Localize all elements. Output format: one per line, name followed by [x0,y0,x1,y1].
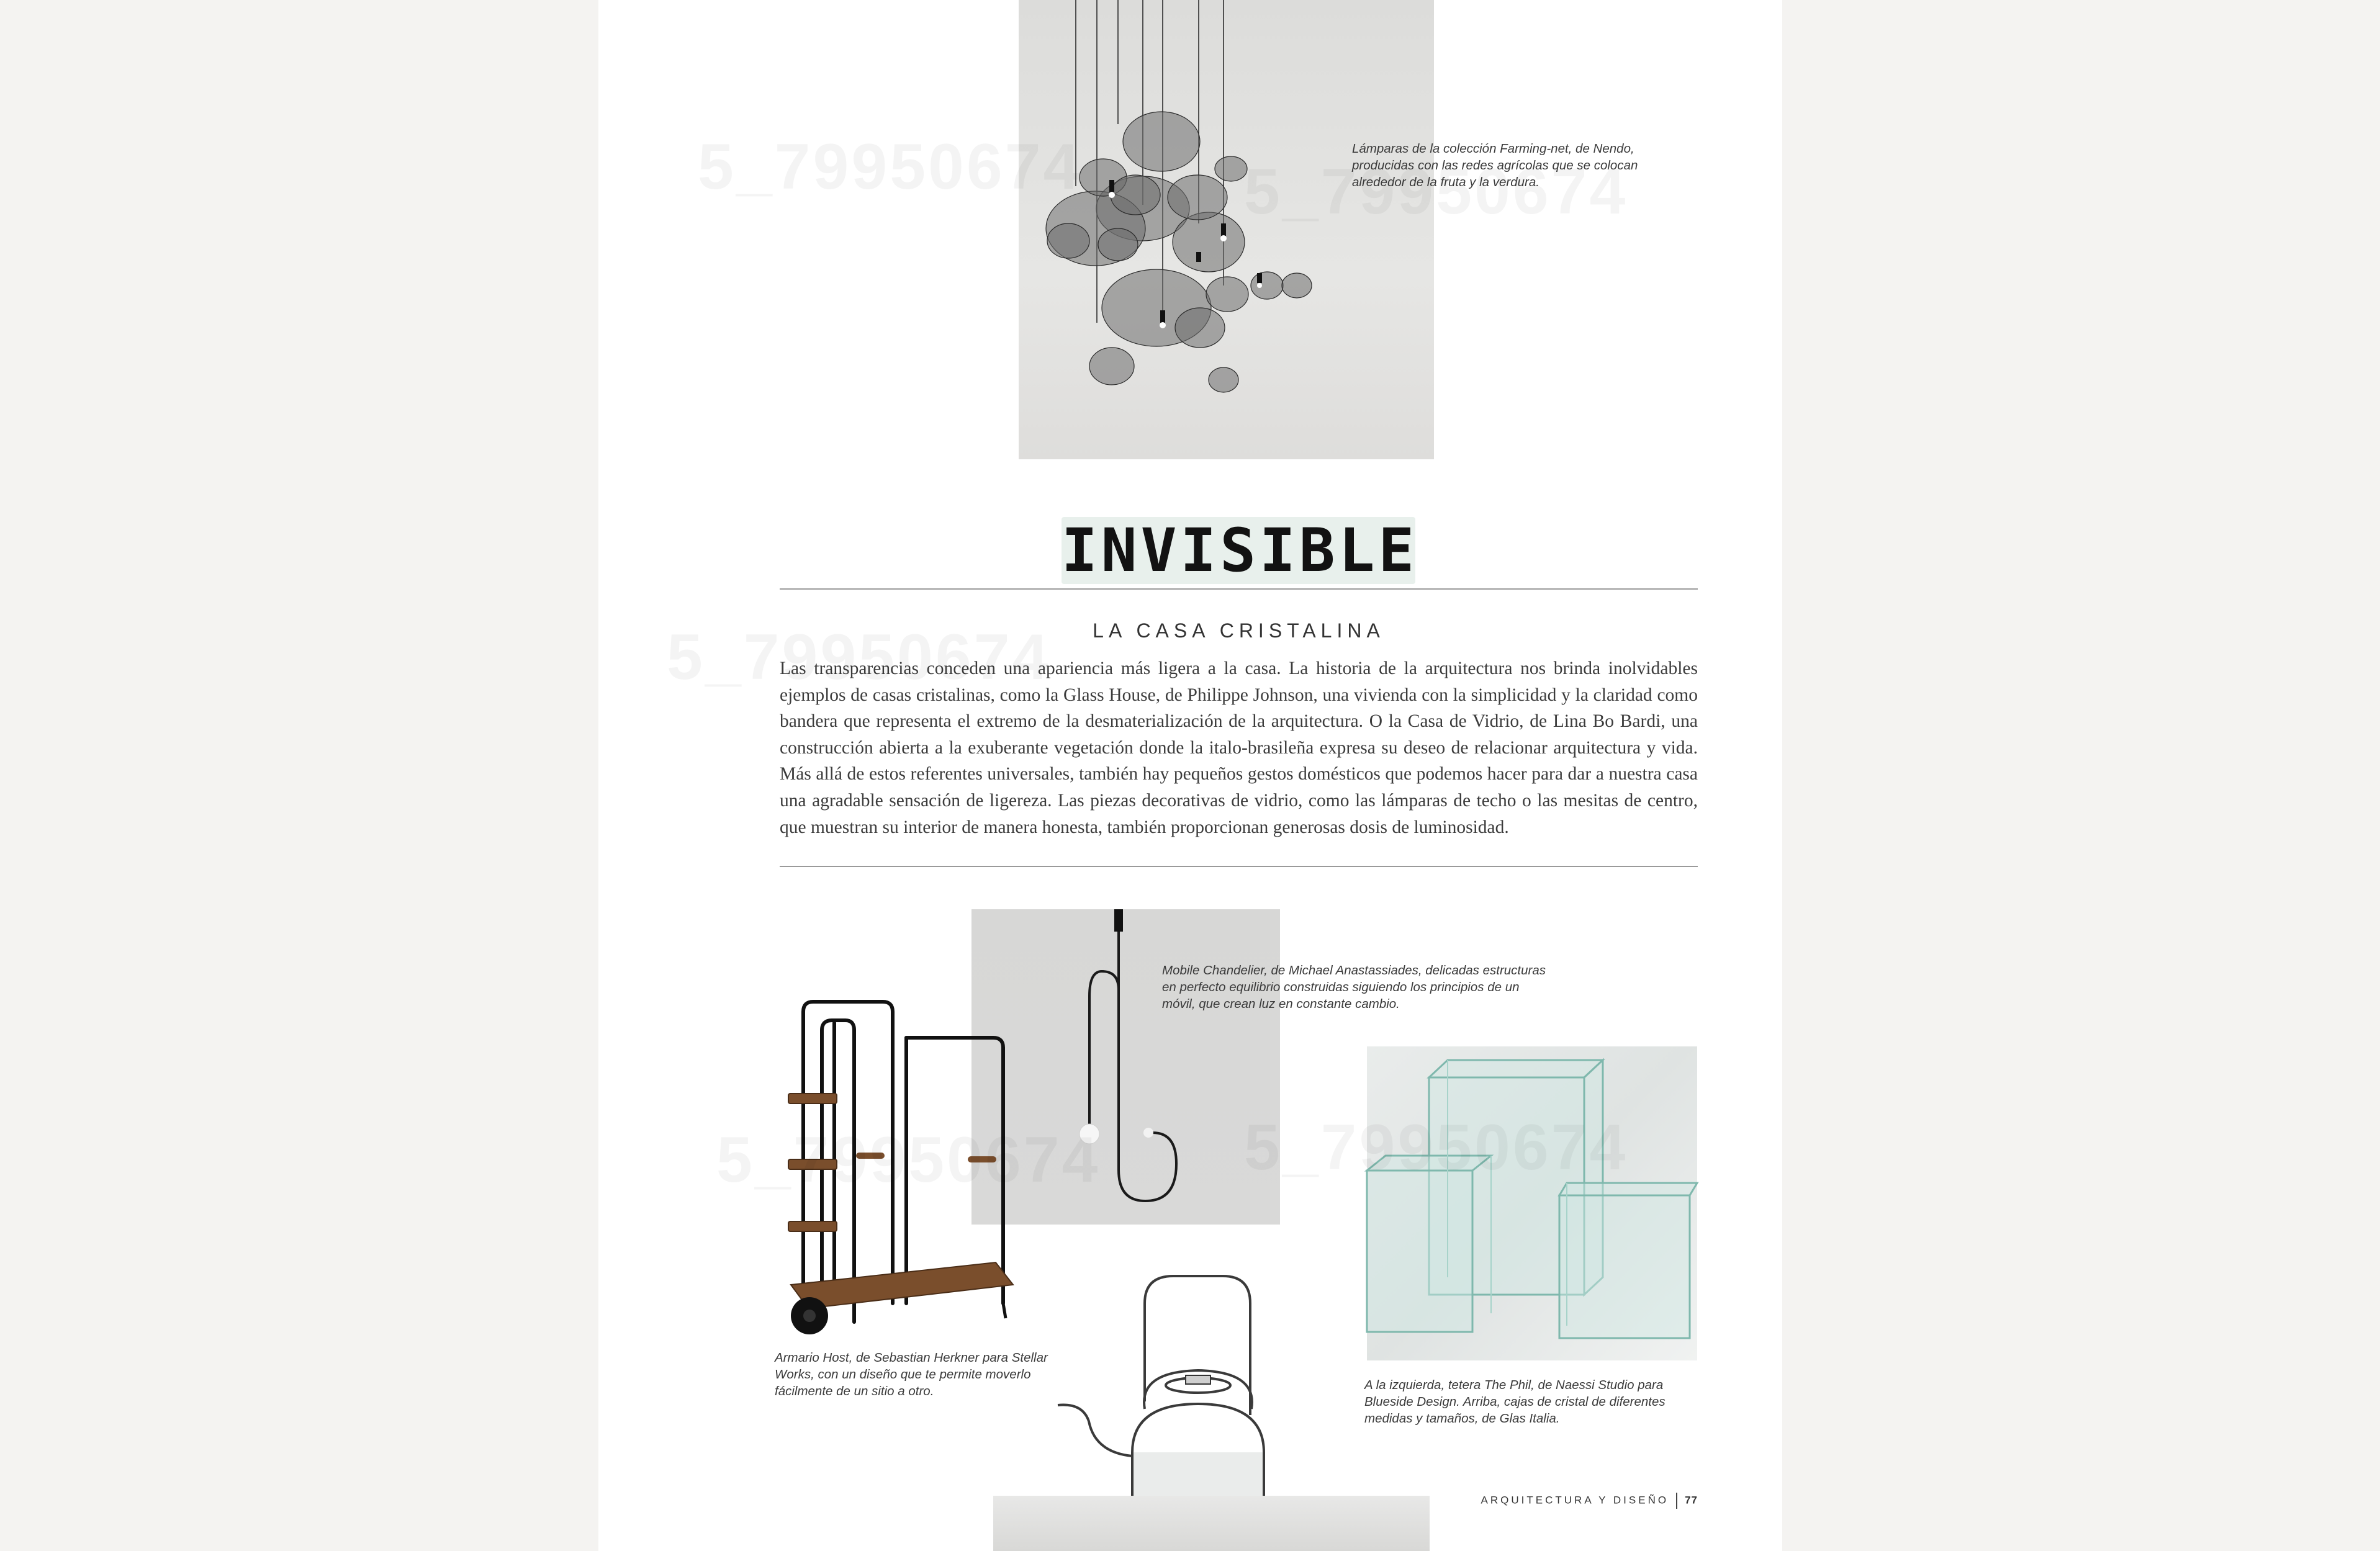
footer-section: ARQUITECTURA Y DISEÑO [1481,1494,1669,1506]
bottom-rule [780,866,1698,867]
mobile-caption: Mobile Chandelier, de Michael Anastassiades, delicadas estructuras en perfecto equilibrio construidas siguiendo los principios de un móvil, que crean luz en constante cambio. [1162,963,1546,1011]
watermark [716,1123,1100,1197]
page-number: 77 [1685,1494,1698,1506]
article-subtitle: LA CASA CRISTALINA [1093,619,1385,642]
rack-caption: Armario Host, de Sebastian Herkner para Stellar Works, con un diseño que te permite moverlo fácilmente de un sitio a otro. [775,1351,1048,1398]
footer-separator [1676,1493,1677,1509]
lamps-photo [1019,0,1434,459]
page-footer [1481,1493,1698,1509]
watermark [1244,155,1628,229]
watermark [667,621,1050,695]
top-rule [780,588,1698,590]
lamps-caption: Lámparas de la colección Farming-net, de Nendo, producidas con las redes agrícolas que se colocan alrededor de la fruta y la verdura. [1352,142,1638,189]
glass-caption: A la izquierda, tetera The Phil, de Naessi Studio para Blueside Design. Arriba, cajas de cristal de diferentes medidas y tamaños, de Glas Italia. [1364,1378,1666,1426]
teapot-reflection [993,1496,1430,1551]
watermark [1244,1111,1628,1185]
magazine-page [598,0,1782,1551]
article-body: Las transparencias conceden una apariencia más ligera a la casa. La historia de la arquitectura nos brinda inolvidables ejemplos de casas cristalinas, como la Glass House, de Philippe Johnson, una vivienda con la simplicidad y la claridad como bandera que representa el extremo de la desmaterialización de la arquitectura. O la Casa de Vidrio, de Lina Bo Bardi, una construcción abierta a la exuberante vegetación donde la italo-brasileña expresa su deseo de relacionar arquitectura y vida. Más allá de estos referentes universales, también hay pequeños gestos domésticos que podemos hacer para dar a nuestra casa una agradable sensación de ligereza. Las piezas decorativas de vidrio, como las lámparas de techo o las mesitas de centro, que muestran su interior de manera honesta, también proporcionan generosas dosis de luminosidad. [780,659,1698,837]
watermark [698,130,1081,204]
article-title: INVISIBLE [1062,516,1418,585]
glass-boxes-photo [1367,1046,1697,1360]
